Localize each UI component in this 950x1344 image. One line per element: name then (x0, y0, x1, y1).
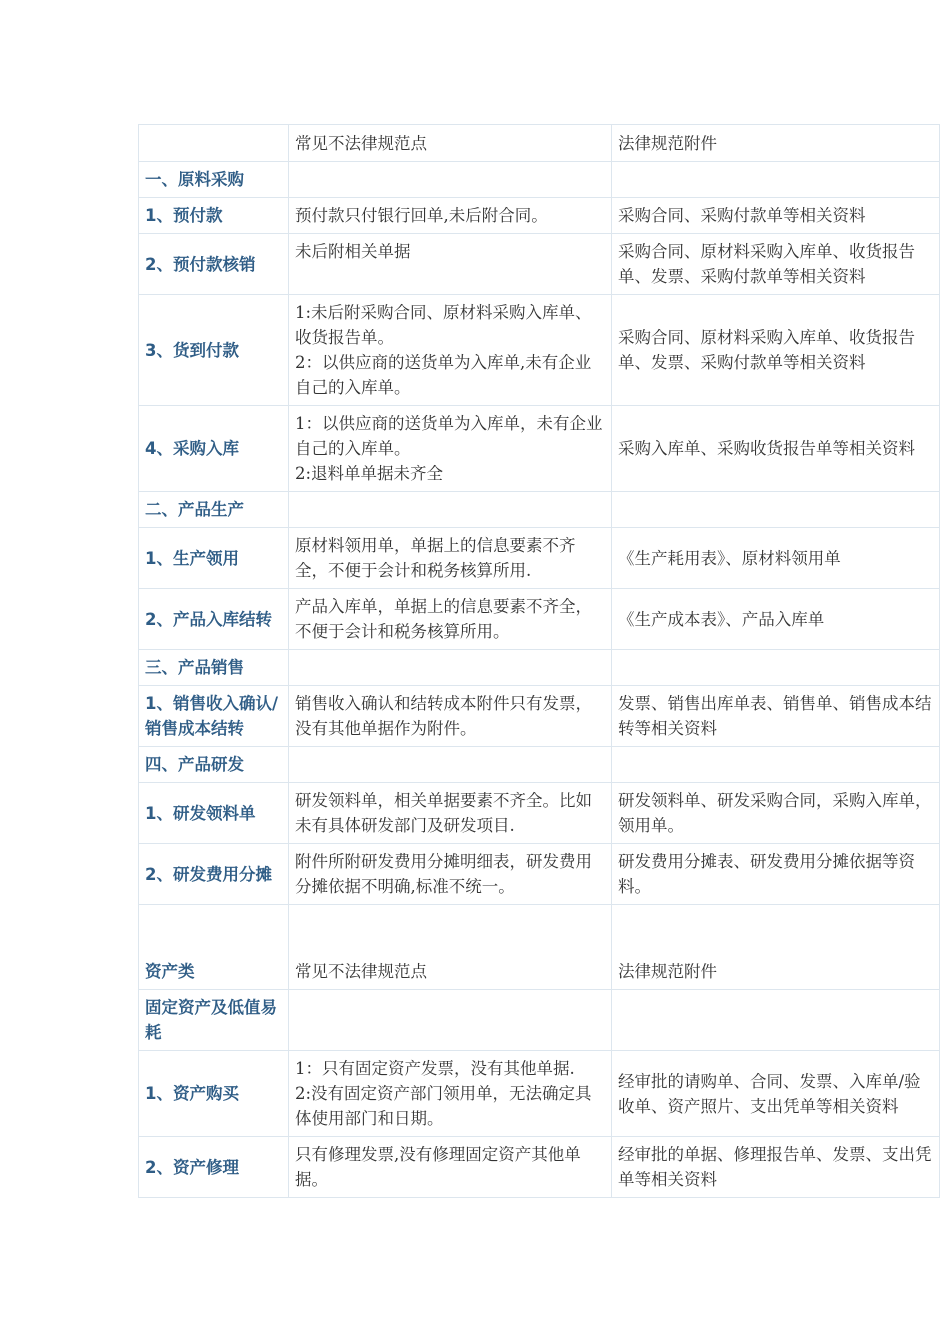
row-label (139, 125, 289, 162)
table-row (139, 234, 940, 295)
required-attachment-text: 法律规范附件 (618, 962, 717, 981)
table-row (139, 589, 940, 650)
required-attachment-text: 《生产耗用表》、原材料领用单 (618, 548, 841, 568)
required-attachment-text: 经审批的单据、修理报告单、发票、支出凭单等相关资料 (618, 1145, 932, 1189)
required-attachment-text: 采购合同、采购付款单等相关资料 (618, 206, 866, 225)
common-issue-text: 原材料领用单，单据上的信息要素不齐全，不便于会计和税务核算所用. (295, 536, 576, 580)
required-attachment-cell (612, 844, 940, 905)
table-row (139, 162, 940, 198)
required-attachment-text: 采购合同、原材料采购入库单、收货报告单、发票、采购付款单等相关资料 (618, 242, 915, 286)
empty-cell (612, 162, 940, 198)
common-issue-text: 只有修理发票,没有修理固定资产其他单据。 (295, 1145, 581, 1189)
row-label: 2、资产修理 (139, 1137, 289, 1198)
common-issue-cell (289, 198, 612, 234)
common-issue-cell (289, 528, 612, 589)
common-issue-text: 附件所附研发费用分摊明细表，研发费用分摊依据不明确,标准不统一。 (295, 852, 592, 896)
required-attachment-text: 采购入库单、采购收货报告单等相关资料 (618, 439, 915, 458)
required-attachment-cell (612, 198, 940, 234)
common-issue-cell (289, 844, 612, 905)
required-attachment-text: 研发领料单、研发采购合同，采购入库单，领用单。 (618, 791, 932, 835)
row-label: 1、销售收入确认/销售成本结转 (139, 686, 289, 747)
table-row (139, 198, 940, 234)
required-attachment-cell (612, 589, 940, 650)
table-row (139, 783, 940, 844)
table-row (139, 844, 940, 905)
table-row (139, 747, 940, 783)
required-attachment-cell (612, 528, 940, 589)
table-row (139, 528, 940, 589)
empty-cell (289, 990, 612, 1051)
required-attachment-cell (612, 234, 940, 295)
required-attachment-cell (612, 125, 940, 162)
required-attachment-text: 法律规范附件 (618, 133, 717, 153)
required-attachment-cell (612, 406, 940, 492)
required-attachment-cell (612, 1051, 940, 1137)
common-issue-line: 2：以供应商的送货单为入库单,未有企业自己的入库单。 (295, 353, 592, 397)
common-issue-cell (289, 589, 612, 650)
common-issue-text: 产品入库单，单据上的信息要素不齐全，不便于会计和税务核算所用。 (295, 597, 592, 641)
common-issue-cell (289, 905, 612, 990)
required-attachment-text: 经审批的请购单、合同、发票、入库单/验收单、资产照片、支出凭单等相关资料 (618, 1071, 921, 1116)
common-issue-line: 1:未后附采购合同、原材料采购入库单、收货报告单。 (295, 303, 592, 347)
attachment-standards-table (138, 124, 940, 1198)
row-label: 1、研发领料单 (139, 783, 289, 844)
empty-cell (289, 162, 612, 198)
empty-cell (612, 990, 940, 1051)
row-label: 1、生产领用 (139, 528, 289, 589)
section-heading: 三、产品销售 (139, 650, 289, 686)
section-heading: 四、产品研发 (139, 747, 289, 783)
row-label: 2、研发费用分摊 (139, 844, 289, 905)
required-attachment-cell (612, 686, 940, 747)
empty-cell (612, 650, 940, 686)
common-issue-line: 1：以供应商的送货单为入库单，未有企业自己的入库单。 (295, 414, 603, 458)
required-attachment-text: 研发费用分摊表、研发费用分摊依据等资料。 (618, 852, 915, 896)
common-issue-text: 未后附相关单据 (295, 242, 411, 261)
common-issue-cell (289, 295, 612, 406)
required-attachment-text: 《生产成本表》、产品入库单 (618, 609, 825, 629)
table-row (139, 492, 940, 528)
section-heading: 资产类 (139, 905, 289, 990)
row-label: 3、货到付款 (139, 295, 289, 406)
row-label: 1、预付款 (139, 198, 289, 234)
table-row (139, 905, 940, 990)
table-row (139, 686, 940, 747)
common-issue-text: 常见不法律规范点 (295, 962, 427, 981)
common-issue-line: 1：只有固定资产发票，没有其他单据. (295, 1059, 575, 1078)
common-issue-line: 2:退料单单据未齐全 (295, 464, 444, 483)
table-row (139, 650, 940, 686)
table-row (139, 1051, 940, 1137)
common-issue-cell (289, 686, 612, 747)
section-heading: 一、原料采购 (139, 162, 289, 198)
row-label: 2、产品入库结转 (139, 589, 289, 650)
row-label: 2、预付款核销 (139, 234, 289, 295)
empty-cell (612, 492, 940, 528)
table-row (139, 295, 940, 406)
required-attachment-text: 发票、销售出库单表、销售单、销售成本结转等相关资料 (618, 694, 932, 738)
required-attachment-cell (612, 1137, 940, 1198)
table-row (139, 406, 940, 492)
empty-cell (289, 492, 612, 528)
common-issue-cell (289, 1137, 612, 1198)
required-attachment-text: 采购合同、原材料采购入库单、收货报告单、发票、采购付款单等相关资料 (618, 328, 915, 372)
common-issue-text: 销售收入确认和结转成本附件只有发票，没有其他单据作为附件。 (295, 694, 592, 738)
section-heading: 二、产品生产 (139, 492, 289, 528)
common-issue-line: 2:没有固定资产部门领用单，无法确定具体使用部门和日期。 (295, 1084, 592, 1128)
required-attachment-cell (612, 295, 940, 406)
common-issue-cell (289, 783, 612, 844)
common-issue-cell (289, 1051, 612, 1137)
common-issue-text: 预付款只付银行回单,未后附合同。 (295, 206, 548, 225)
row-label: 1、资产购买 (139, 1051, 289, 1137)
common-issue-cell (289, 406, 612, 492)
table-row (139, 125, 940, 162)
required-attachment-cell (612, 905, 940, 990)
common-issue-text: 常见不法律规范点 (295, 133, 427, 153)
empty-cell (289, 747, 612, 783)
table-row (139, 990, 940, 1051)
section-heading: 固定资产及低值易耗 (139, 990, 289, 1051)
empty-cell (612, 747, 940, 783)
common-issue-cell (289, 234, 612, 295)
row-label: 4、采购入库 (139, 406, 289, 492)
common-issue-text: 研发领料单，相关单据要素不齐全。比如未有具体研发部门及研发项目. (295, 791, 592, 835)
empty-cell (289, 650, 612, 686)
common-issue-cell (289, 125, 612, 162)
table-row (139, 1137, 940, 1198)
required-attachment-cell (612, 783, 940, 844)
